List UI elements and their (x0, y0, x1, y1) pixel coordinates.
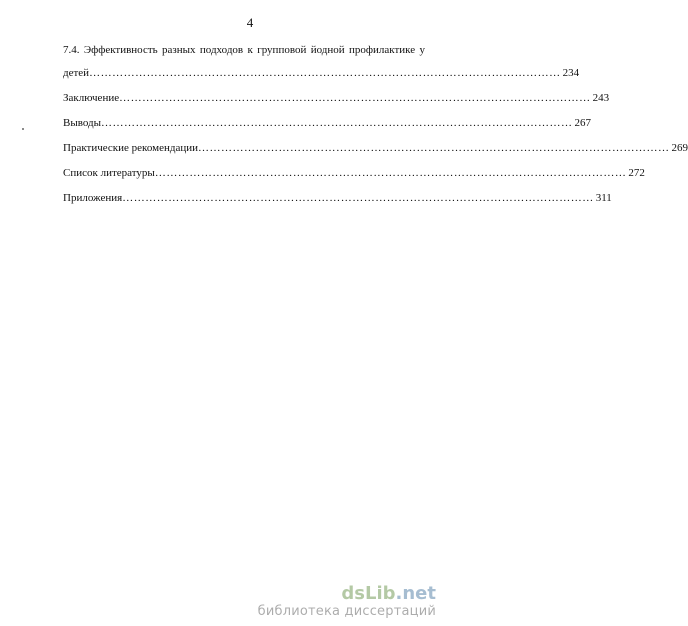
toc-entry-title: Выводы (63, 117, 102, 129)
toc-dot-leader: …………………………………………………………………………………………………………… (154, 167, 627, 179)
toc-dot-leader: …………………………………………………………………………………………………………… (197, 142, 670, 154)
toc-entry-findings (63, 117, 592, 129)
toc-entry-references (63, 167, 645, 179)
toc-entry-page: 269 (671, 142, 688, 154)
toc-entry-page: 267 (574, 117, 592, 129)
toc-entry-recommendations (63, 142, 688, 154)
toc-dot-leader: …………………………………………………………………………………………………………… (119, 92, 591, 104)
toc-entry-7-4-continuation (63, 67, 580, 79)
dslib-watermark (258, 584, 436, 620)
toc-entry-title: Заключение (63, 92, 120, 104)
toc-dot-leader: …………………………………………………………………………………………………………… (89, 67, 561, 79)
toc-entry-title: Практические рекомендации (63, 142, 198, 154)
toc-entry-page: 234 (562, 67, 580, 79)
toc-entry-appendices (63, 192, 612, 204)
toc-entry-title: Список литературы (63, 167, 155, 179)
watermark-subtitle: библиотека диссертаций (257, 604, 436, 619)
toc-entry-page: 311 (595, 192, 612, 204)
page-number: 4 (246, 15, 254, 30)
toc-entry-title: детей (63, 67, 90, 79)
toc-dot-leader: …………………………………………………………………………………………………………… (122, 192, 594, 204)
toc-entry-conclusion (63, 92, 610, 104)
watermark-logo-main: dsLib (341, 583, 396, 604)
toc-entry-page: 243 (592, 92, 610, 104)
toc-entry-7-4-title-line: 7.4. Эффективность разных подходов к групповой йодной профилактике у (63, 44, 425, 56)
watermark-logo (258, 584, 436, 604)
watermark-logo-tld: .net (395, 583, 436, 604)
table-of-contents (63, 44, 688, 204)
toc-entry-title: Приложения (63, 192, 123, 204)
scan-artifact-dot (22, 128, 24, 130)
toc-dot-leader: …………………………………………………………………………………………………………… (101, 117, 573, 129)
toc-entry-page: 272 (628, 167, 645, 179)
